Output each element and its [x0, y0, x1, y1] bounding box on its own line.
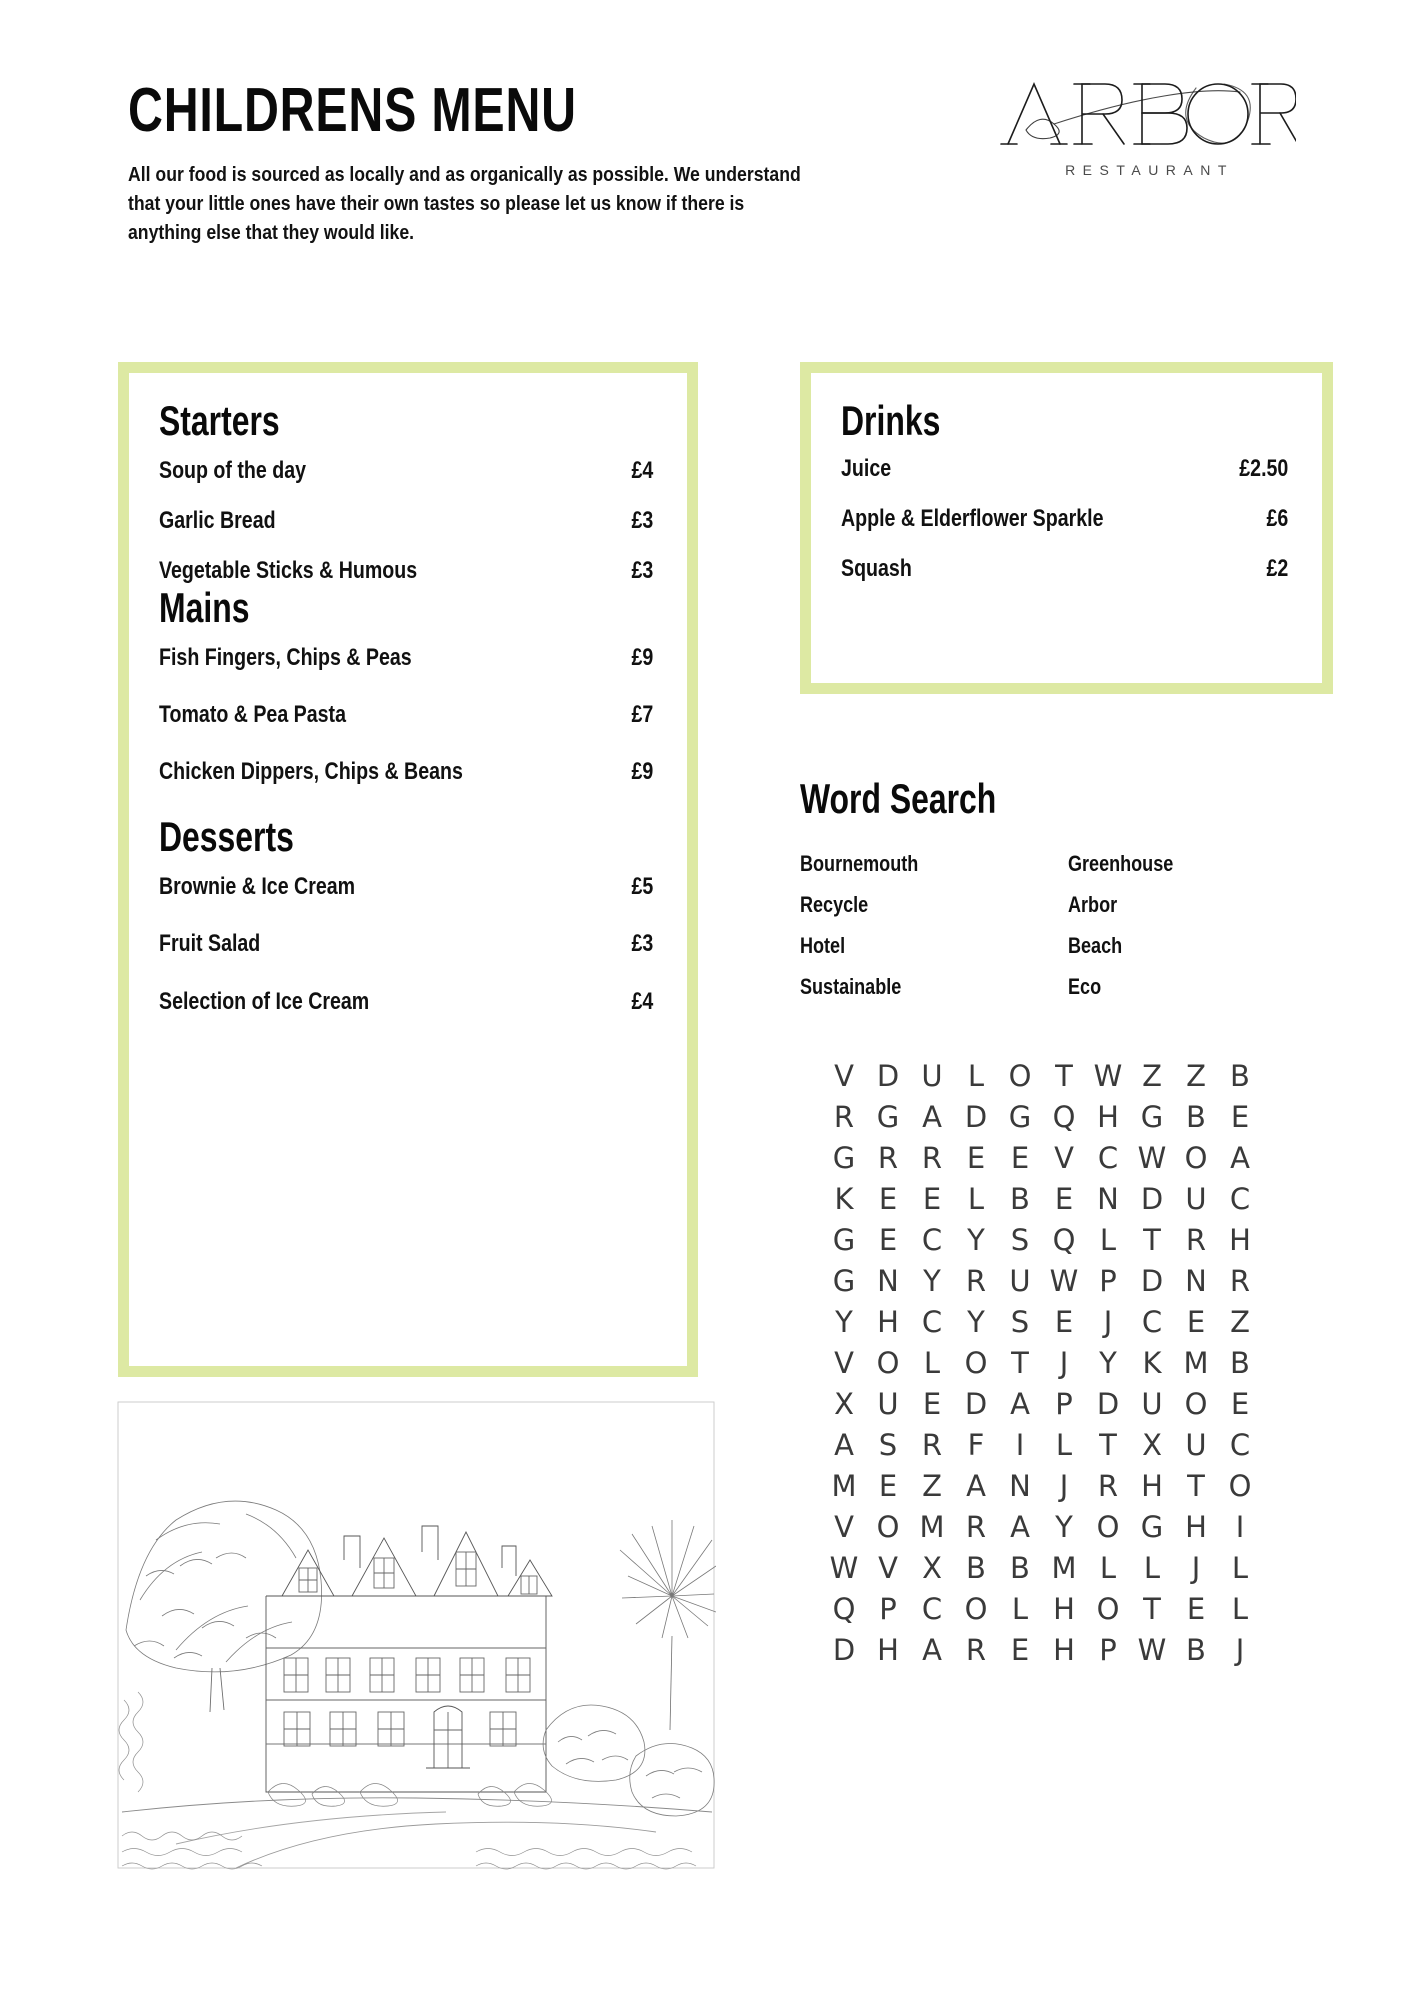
word-search-cell: R — [1229, 1264, 1251, 1298]
word-search-cell: F — [967, 1428, 985, 1462]
word-search-cell: R — [965, 1264, 987, 1298]
menu-item-row — [159, 644, 653, 672]
menu-item-row — [159, 557, 653, 585]
word-search-cell: C — [921, 1305, 943, 1339]
word-search-cell: O — [964, 1592, 988, 1626]
word-search-cell: E — [1186, 1305, 1206, 1339]
word-search-cell: R — [965, 1510, 987, 1544]
item-name: Chicken Dippers, Chips & Beans — [159, 758, 463, 786]
word-search-cell: J — [1059, 1346, 1069, 1380]
word-search-word-list — [800, 851, 1320, 1000]
word-search-cell: Q — [832, 1592, 856, 1626]
word-search-cell: L — [1231, 1592, 1249, 1626]
word-search-cell: D — [1140, 1264, 1164, 1298]
word-search-cell: V — [1054, 1141, 1074, 1175]
word-search-cell: H — [1141, 1469, 1163, 1503]
word-search-cell: E — [966, 1141, 986, 1175]
word-search-cell: U — [877, 1387, 899, 1421]
word-search-cell: E — [1230, 1387, 1250, 1421]
section-title-desserts: Desserts — [159, 813, 294, 861]
item-price: £2 — [1266, 555, 1288, 583]
item-price: £5 — [631, 873, 653, 901]
menu-item-row — [159, 988, 653, 1016]
word-search-cell: R — [965, 1633, 987, 1667]
word-search-cell: J — [1059, 1469, 1069, 1503]
arbor-logo — [996, 68, 1296, 178]
word-search-cell: G — [1140, 1100, 1164, 1134]
word-search-cell: H — [1053, 1592, 1075, 1626]
word-search-cell: D — [1096, 1387, 1120, 1421]
word-search-cell: A — [1010, 1387, 1030, 1421]
menu-item-row — [841, 505, 1288, 533]
word-search-cell: E — [1010, 1141, 1030, 1175]
menu-item-row — [841, 455, 1288, 483]
word-search-word: Hotel — [800, 933, 846, 958]
word-search-cell: G — [1008, 1100, 1032, 1134]
word-search-cell: J — [1235, 1633, 1245, 1667]
word-search-cell: I — [1015, 1428, 1025, 1462]
word-search-cell: T — [1143, 1592, 1161, 1626]
word-search-cell: M — [919, 1510, 945, 1544]
word-search-cell: R — [921, 1141, 943, 1175]
word-search-cell: O — [1228, 1469, 1252, 1503]
section-title-starters: Starters — [159, 397, 280, 444]
word-search-cell: M — [1051, 1551, 1077, 1585]
item-price: £7 — [631, 700, 653, 728]
word-search-word: Sustainable — [800, 974, 902, 999]
word-search-cell: S — [878, 1428, 898, 1462]
item-name: Juice — [841, 455, 892, 483]
word-search-cell: D — [832, 1633, 856, 1667]
section-starters — [159, 399, 653, 586]
word-search-cell: Y — [835, 1305, 853, 1339]
word-search-cell: B — [1010, 1182, 1030, 1216]
word-search-cell: G — [832, 1141, 856, 1175]
item-price: £3 — [631, 930, 653, 958]
word-search-cell: H — [1229, 1223, 1251, 1257]
item-name: Brownie & Ice Cream — [159, 873, 356, 901]
word-search-cell: O — [1008, 1059, 1032, 1093]
section-desserts — [159, 815, 653, 1016]
word-search-cell: U — [1185, 1182, 1207, 1216]
word-search-cell: C — [1141, 1305, 1163, 1339]
word-search-cell: O — [1184, 1387, 1208, 1421]
menu-item-row — [841, 555, 1288, 583]
item-name: Apple & Elderflower Sparkle — [841, 505, 1104, 533]
item-name: Selection of Ice Cream — [159, 987, 370, 1015]
word-search-word: Greenhouse — [1068, 851, 1174, 876]
word-search-cell: T — [1055, 1059, 1073, 1093]
word-search-cell: P — [1099, 1264, 1117, 1298]
item-name: Squash — [841, 555, 912, 583]
word-search-word: Recycle — [800, 892, 869, 917]
item-name: Tomato & Pea Pasta — [159, 700, 346, 728]
word-search-cell: E — [878, 1182, 898, 1216]
item-price: £3 — [631, 507, 653, 535]
word-search-cell: L — [923, 1346, 941, 1380]
word-search-cell: T — [1187, 1469, 1205, 1503]
item-price: £6 — [1266, 505, 1288, 533]
word-search-cell: T — [1143, 1223, 1161, 1257]
word-search-cell: L — [1055, 1428, 1073, 1462]
word-search-cell: E — [1054, 1305, 1074, 1339]
word-search-cell: D — [1140, 1182, 1164, 1216]
word-search-title: Word Search — [800, 775, 997, 822]
word-search-cell: C — [921, 1592, 943, 1626]
item-name: Fish Fingers, Chips & Peas — [159, 643, 412, 671]
word-search-cell: N — [1185, 1264, 1207, 1298]
word-search-word: Eco — [1068, 974, 1102, 999]
word-search-cell: W — [1137, 1633, 1167, 1667]
word-search-cell: H — [877, 1633, 899, 1667]
word-search-cell: R — [1185, 1223, 1207, 1257]
word-search-cell: S — [1010, 1305, 1030, 1339]
menu-item-row — [159, 507, 653, 535]
word-search-cell: A — [1230, 1141, 1250, 1175]
word-search-cell: V — [834, 1510, 854, 1544]
item-price: £4 — [631, 457, 653, 485]
item-name: Soup of the day — [159, 457, 306, 485]
word-search-cell: L — [1011, 1592, 1029, 1626]
word-search-cell: J — [1103, 1305, 1113, 1339]
word-search-cell: R — [1097, 1469, 1119, 1503]
word-search-cell: E — [922, 1182, 942, 1216]
desserts-list — [159, 873, 653, 1016]
page-title: CHILDRENS MENU — [128, 76, 577, 145]
word-search-cell: E — [1186, 1592, 1206, 1626]
word-search-cell: N — [877, 1264, 899, 1298]
word-search-cell: V — [834, 1346, 854, 1380]
menu-item-row — [159, 457, 653, 485]
word-search-cell: B — [1230, 1059, 1250, 1093]
word-search-cell: R — [877, 1141, 899, 1175]
word-search-cell: D — [876, 1059, 900, 1093]
word-search-cell: Q — [1052, 1100, 1076, 1134]
menu-item-row — [159, 758, 653, 786]
item-price: £9 — [631, 758, 653, 786]
word-search-cell: P — [879, 1592, 897, 1626]
mains-list — [159, 644, 653, 787]
word-search-cell: U — [921, 1059, 943, 1093]
word-search-cell: D — [964, 1387, 988, 1421]
word-search-cell: K — [834, 1182, 854, 1216]
word-search-cell: V — [878, 1551, 898, 1585]
food-menu-box — [118, 362, 698, 1377]
word-search-cell: X — [1142, 1428, 1162, 1462]
word-search-cell: Z — [922, 1469, 942, 1503]
word-search-cell: H — [877, 1305, 899, 1339]
word-search-cell: R — [921, 1428, 943, 1462]
word-search-cell: B — [1186, 1100, 1206, 1134]
word-search-cell: T — [1099, 1428, 1117, 1462]
word-search-cell: B — [1186, 1633, 1206, 1667]
word-search-word: Bournemouth — [800, 851, 919, 876]
word-search-cell: O — [1184, 1141, 1208, 1175]
menu-item-row — [159, 701, 653, 729]
word-search-cell: D — [964, 1100, 988, 1134]
intro-paragraph: All our food is sourced as locally and as organically as possible. We understand that your little ones have their own tastes so please let us know if there is anything else that they would like. — [128, 163, 801, 245]
drinks-list — [841, 455, 1288, 584]
word-search-cell: A — [966, 1469, 986, 1503]
word-search-cell: Z — [1142, 1059, 1162, 1093]
word-search-cell: P — [1099, 1633, 1117, 1667]
word-search-word: Beach — [1068, 933, 1123, 958]
word-search-cell: X — [922, 1551, 942, 1585]
item-price: £3 — [631, 557, 653, 585]
word-search-cell: W — [1093, 1059, 1123, 1093]
section-title-drinks: Drinks — [841, 397, 941, 444]
word-search-cell: U — [1185, 1428, 1207, 1462]
word-search-cell: L — [1099, 1223, 1117, 1257]
item-price: £9 — [631, 643, 653, 671]
word-search-cell: C — [1229, 1182, 1251, 1216]
word-search-cell: E — [1010, 1633, 1030, 1667]
word-search-cell: G — [876, 1100, 900, 1134]
word-search-cell: W — [1137, 1141, 1167, 1175]
word-search-cell: Y — [1055, 1510, 1073, 1544]
word-search-cell: O — [876, 1510, 900, 1544]
item-name: Fruit Salad — [159, 930, 261, 958]
word-search-cell: A — [1010, 1510, 1030, 1544]
drinks-menu-box — [800, 362, 1333, 694]
word-search-cell: G — [1140, 1510, 1164, 1544]
word-search-cell: I — [1235, 1510, 1245, 1544]
word-search-cell: E — [922, 1387, 942, 1421]
word-search-cell: E — [878, 1469, 898, 1503]
word-search-cell: Z — [1186, 1059, 1206, 1093]
word-search-cell: B — [1010, 1551, 1030, 1585]
word-search-cell: W — [829, 1551, 859, 1585]
word-search-cell: N — [1009, 1469, 1031, 1503]
hotel-illustration — [116, 1400, 716, 1870]
menu-item-row — [159, 930, 653, 958]
logo-subtitle: RESTAURANT — [1065, 162, 1234, 178]
word-search-cell: H — [1185, 1510, 1207, 1544]
word-search-cell: H — [1053, 1633, 1075, 1667]
word-search-cell: N — [1097, 1182, 1119, 1216]
word-search-cell: U — [1009, 1264, 1031, 1298]
word-search-word: Arbor — [1068, 892, 1118, 917]
word-search-cell: V — [834, 1059, 854, 1093]
word-search-cell: C — [1229, 1428, 1251, 1462]
word-search-cell: L — [1143, 1551, 1161, 1585]
word-search-cell: X — [834, 1387, 854, 1421]
word-search-cell: Q — [1052, 1223, 1076, 1257]
word-search-cell: B — [966, 1551, 986, 1585]
word-search-cell: A — [922, 1633, 942, 1667]
item-price: £4 — [631, 987, 653, 1015]
word-search-cell: W — [1049, 1264, 1079, 1298]
word-search-cell: S — [1010, 1223, 1030, 1257]
word-search-cell: T — [1011, 1346, 1029, 1380]
word-search-cell: E — [1230, 1100, 1250, 1134]
word-search-cell: E — [1054, 1182, 1074, 1216]
word-search-cell: K — [1142, 1346, 1162, 1380]
starters-list — [159, 457, 653, 586]
word-search-cell: P — [1055, 1387, 1073, 1421]
word-search-cell: C — [1097, 1141, 1119, 1175]
word-search-cell: Y — [1099, 1346, 1117, 1380]
word-search-cell: L — [1231, 1551, 1249, 1585]
word-search-cell: O — [1096, 1592, 1120, 1626]
word-search-cell: A — [922, 1100, 942, 1134]
word-search-cell: B — [1230, 1346, 1250, 1380]
item-price: £2.50 — [1238, 455, 1288, 483]
arbor-wordmark-icon — [996, 68, 1296, 160]
word-search-cell: E — [878, 1223, 898, 1257]
word-search-cell: G — [832, 1223, 856, 1257]
section-mains — [159, 583, 653, 787]
word-search-cell: C — [921, 1223, 943, 1257]
word-search-cell: L — [1099, 1551, 1117, 1585]
word-search-cell: R — [833, 1100, 855, 1134]
word-search-cell: Y — [967, 1305, 985, 1339]
word-search-cell: O — [1096, 1510, 1120, 1544]
word-search-cell: A — [834, 1428, 854, 1462]
menu-item-row — [159, 873, 653, 901]
word-search-cell: O — [964, 1346, 988, 1380]
word-search-cell: U — [1141, 1387, 1163, 1421]
word-search-cell: Y — [923, 1264, 941, 1298]
item-name: Garlic Bread — [159, 507, 276, 535]
item-name: Vegetable Sticks & Humous — [159, 557, 418, 585]
word-search-cell: Z — [1230, 1305, 1250, 1339]
word-search-cell: G — [832, 1264, 856, 1298]
word-search-cell: L — [967, 1059, 985, 1093]
word-search-cell: M — [1183, 1346, 1209, 1380]
hotel-line-drawing-icon — [116, 1400, 716, 1870]
word-search-cell: M — [831, 1469, 857, 1503]
word-search-cell: H — [1097, 1100, 1119, 1134]
word-search-grid — [822, 1059, 1360, 1667]
section-title-mains: Mains — [159, 583, 250, 631]
word-search-cell: L — [967, 1182, 985, 1216]
word-search-cell: O — [876, 1346, 900, 1380]
word-search-section — [800, 775, 1360, 1665]
word-search-cell: J — [1191, 1551, 1201, 1585]
word-search-cell: Y — [967, 1223, 985, 1257]
